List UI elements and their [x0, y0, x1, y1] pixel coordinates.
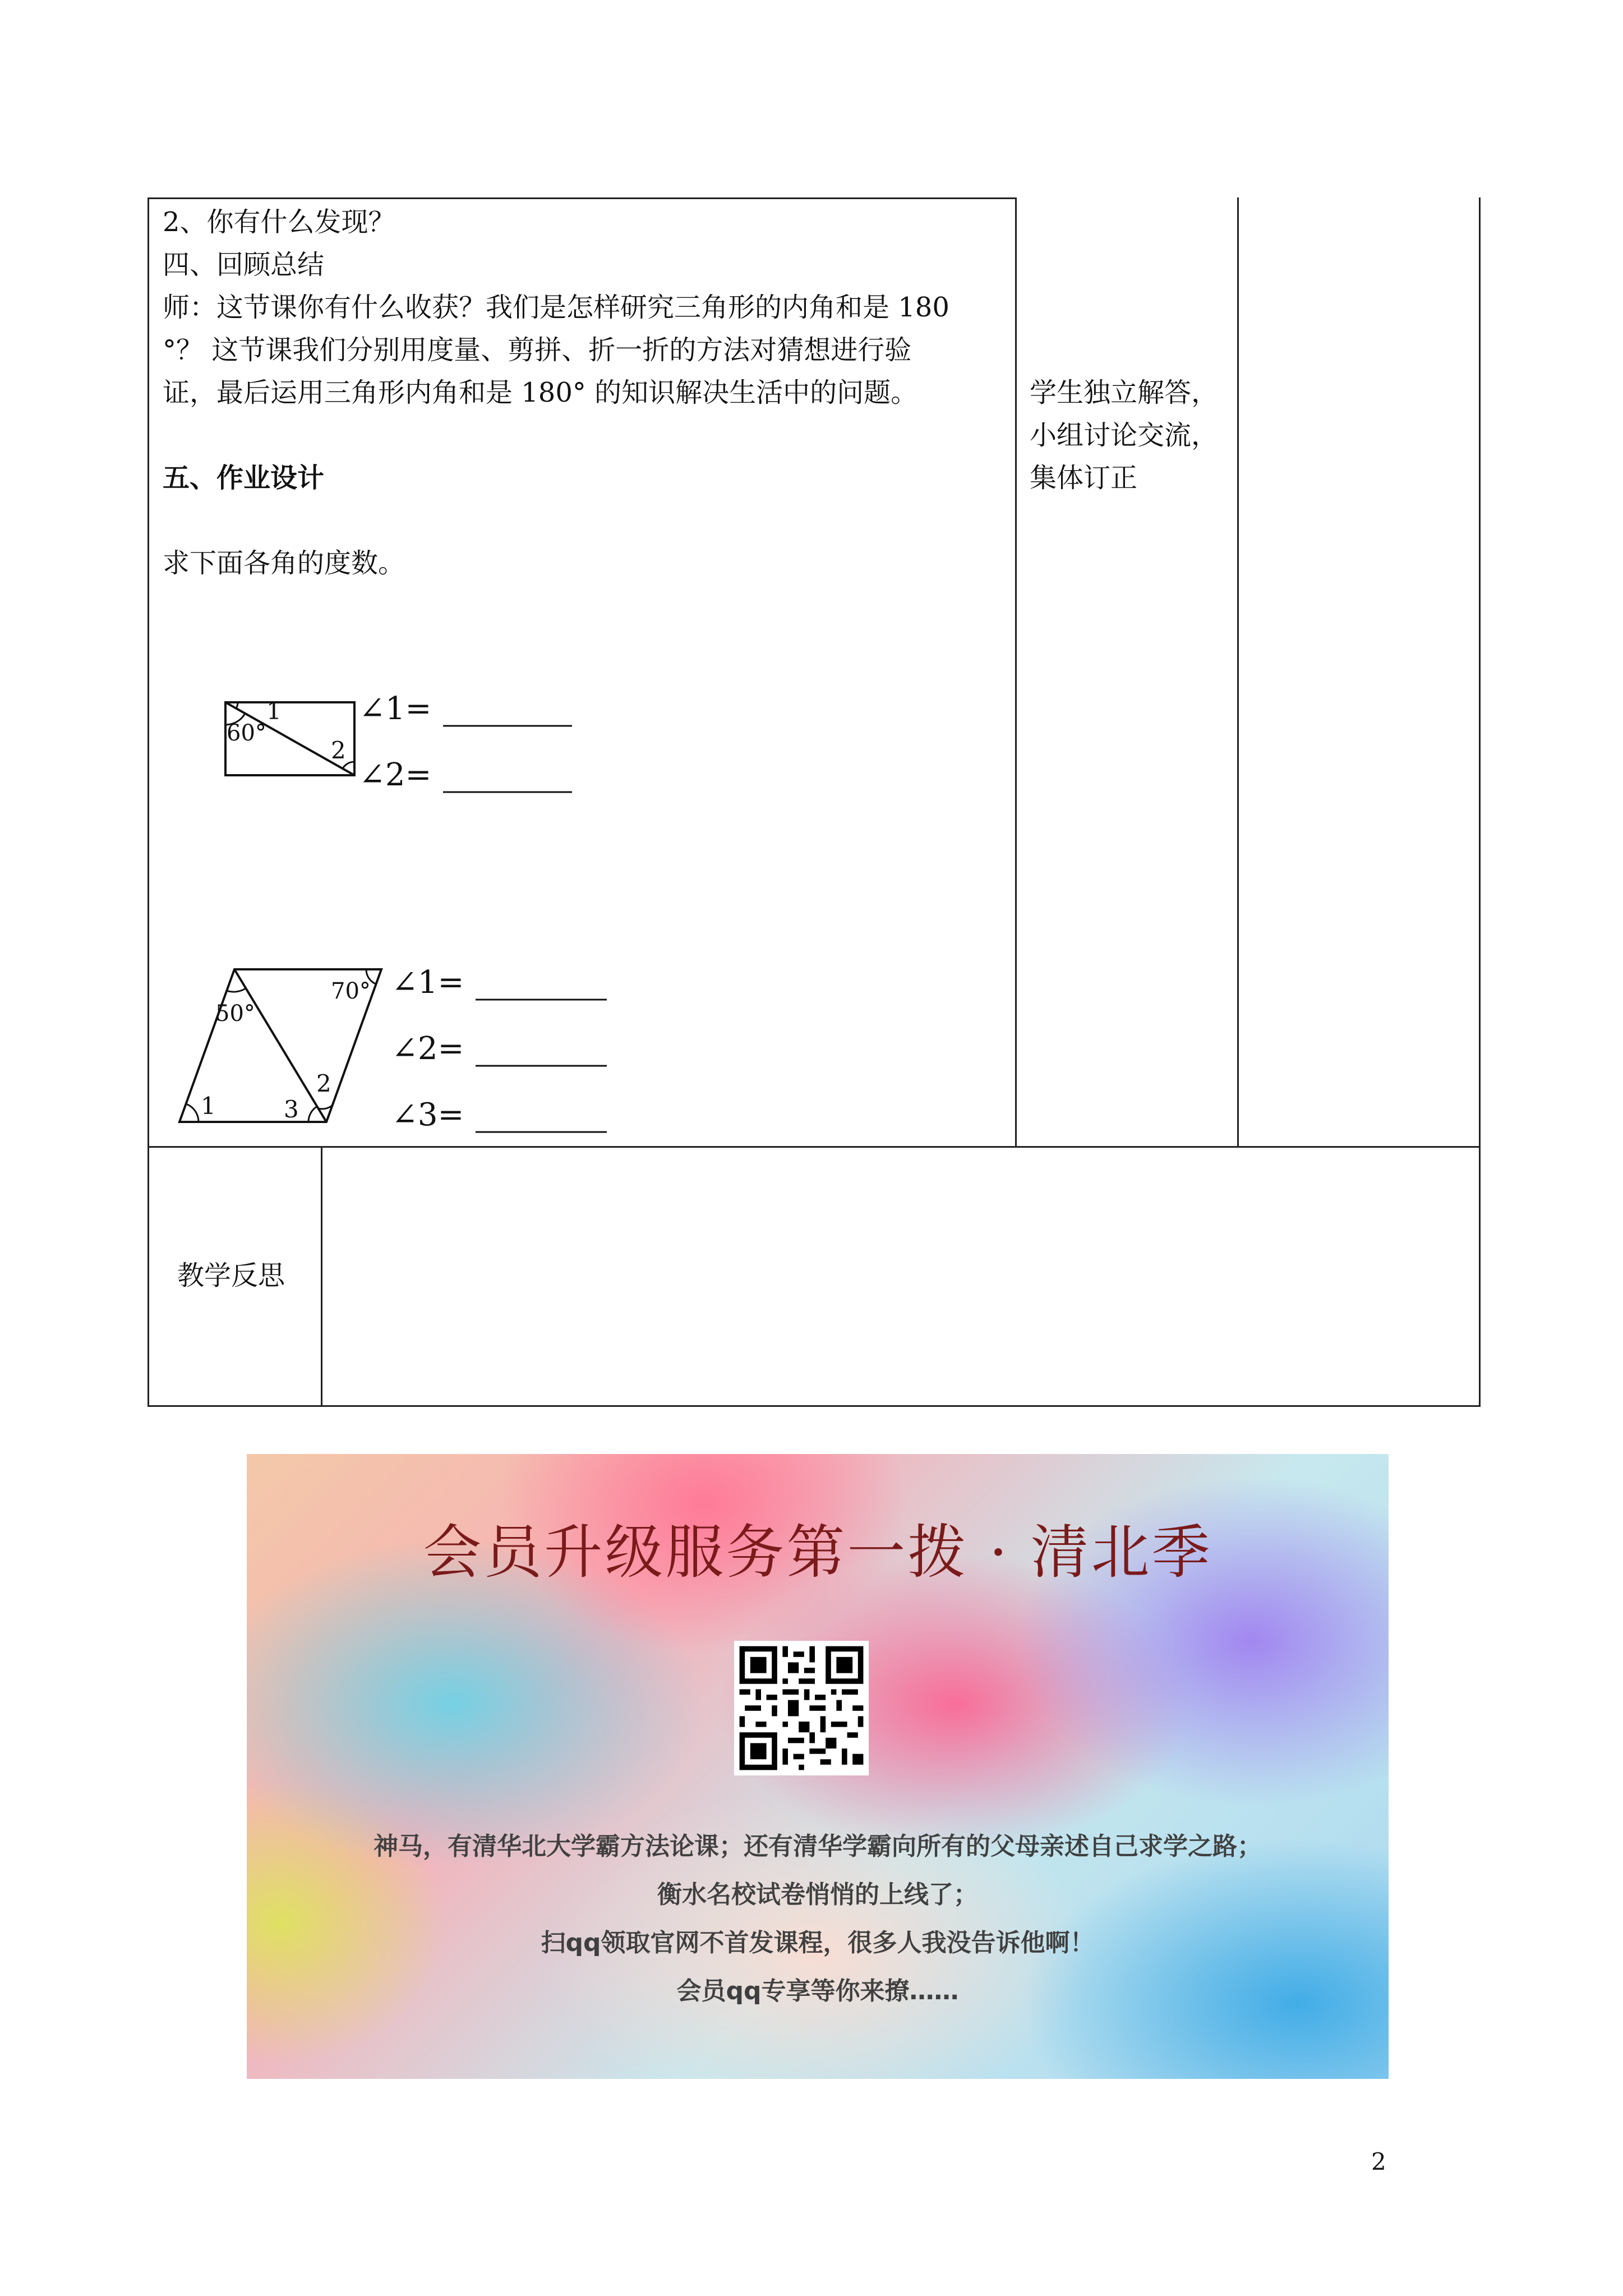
parallelogram-diagonal — [234, 969, 326, 1122]
banner-line-4: 会员qq专享等你来撩…… — [676, 1977, 959, 2005]
answer-angle-2: ∠2= — [359, 757, 432, 793]
angle-label-3: 3 — [284, 1096, 299, 1123]
table-bottom-border — [147, 1405, 1481, 1407]
homework-prompt: 求下面各角的度数。 — [163, 547, 405, 579]
angle-label-1: 1 — [201, 1092, 216, 1120]
column-divider-1 — [1015, 197, 1017, 1148]
student-activity-line-2: 小组讨论交流， — [1030, 420, 1219, 451]
angle-label-70: 70° — [331, 978, 371, 1004]
answer-angle-1: ∠1= — [391, 964, 464, 1001]
student-activity-line-3: 集体订正 — [1030, 462, 1138, 494]
angle-label-50: 50° — [215, 1001, 255, 1027]
angle-label-60: 60° — [227, 720, 266, 746]
lesson-line-5: 证，最后运用三角形内角和是 180° 的知识解决生活中的问题。 — [163, 377, 918, 408]
banner-title: 会员升级服务第一拨 · 清北季 — [423, 1518, 1212, 1586]
angle-arc-50 — [227, 988, 246, 992]
student-activity-line-1: 学生独立解答， — [1030, 377, 1219, 408]
banner-line-1: 神马，有清华北大学霸方法论课；还有清华学霸向所有的父母亲述自己求学之路； — [374, 1832, 1262, 1861]
angle-label-1: 1 — [266, 697, 282, 725]
lesson-line-4: °？ 这节课我们分别用度量、剪拼、折一折的方法对猜想进行验 — [163, 334, 912, 366]
lesson-line-3: 师：这节课你有什么收获？我们是怎样研究三角形的内角和是 180 — [163, 292, 949, 323]
angle-arc-3 — [308, 1106, 317, 1122]
page-number: 2 — [1371, 2148, 1386, 2175]
qr-code-icon[interactable] — [734, 1641, 869, 1775]
reflection-divider — [321, 1146, 322, 1407]
answer-angle-3: ∠3= — [391, 1097, 464, 1133]
row-divider — [147, 1146, 1481, 1148]
angle-label-2: 2 — [331, 737, 346, 764]
banner-line-3: 扫qq领取官网不首发课程，很多人我没告诉他啊！ — [541, 1929, 1095, 1957]
promo-banner[interactable] — [247, 1454, 1389, 2079]
reflection-label: 教学反思 — [177, 1260, 285, 1291]
figure-rectangle — [213, 690, 617, 813]
angle-label-2: 2 — [316, 1070, 331, 1097]
banner-line-2: 衡水名校试卷悄悄的上线了； — [657, 1880, 978, 1909]
answer-angle-1: ∠1= — [359, 691, 432, 727]
table-left-border — [147, 197, 149, 1407]
table-top-border-left — [147, 197, 1017, 199]
answer-angle-2: ∠2= — [391, 1030, 464, 1067]
column-divider-2 — [1237, 197, 1239, 1148]
homework-heading: 五、作业设计 — [163, 462, 325, 494]
table-right-border — [1479, 197, 1481, 1407]
figure-parallelogram — [168, 954, 628, 1144]
lesson-line-2: 四、回顾总结 — [163, 249, 325, 280]
angle-arc-1 — [186, 1104, 199, 1122]
lesson-line-1: 2、你有什么发现？ — [163, 206, 395, 238]
